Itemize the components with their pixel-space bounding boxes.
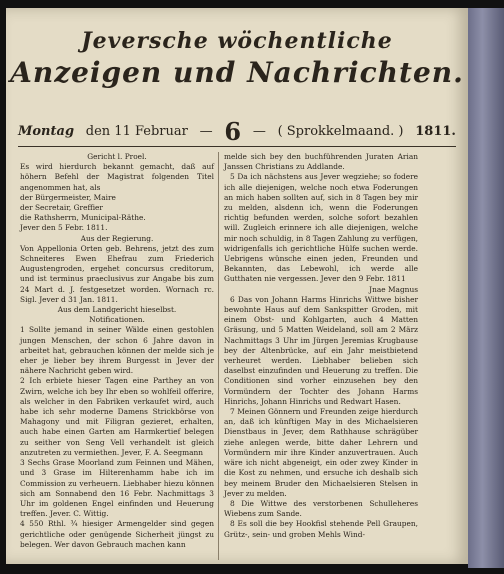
- dateline: [18, 118, 456, 144]
- paragraph: melde sich bey den buchführenden Juraten Arian Janssen Christians zu Addlande.: [224, 152, 418, 172]
- left-column: [20, 152, 214, 550]
- dateline-dash-right: —: [252, 123, 266, 139]
- paragraph: 3 Sechs Grase Moorland zum Feinnen und Mähen, und 3 Grase im Hilterenhamm habe ich im Commission zu verheuern. Liebhaber hiezu können sich am Sonnabend den 16 Febr. Nachmittags 3 Uhr im goldenen Engel einfinden und Heuerung treffen. Jever. C. Wittig.: [20, 458, 214, 519]
- paragraph: 6 Das von Johann Harms Hinrichs Wittwe bisher bewohnte Haus auf dem Sankspitter Groden, mit einem Obst- und Kohlgarten, auch 4 Matten Gräsung, und 5 Matten Weideland, soll am 2 März Nachmittags 3 Uhr im Jürgen Jeremias Krugbause bey der Altenbrücke, auf ein Jahr meistbietend verheuret werden. Liebhaber belieben sich daselbst einzufinden und Heuerung zu treffen. Die Conditionen sind vorher einzusehen bey den Vormündern der Tochter des Johann Harms Hinrichs, Johann Hinrichs und Redwart Hasen.: [224, 294, 418, 406]
- paragraph: Jnae Magnus: [369, 284, 418, 294]
- right-column: [224, 152, 418, 540]
- paragraph: Aus der Regierung.: [80, 233, 154, 243]
- dateline-day: Montag: [18, 123, 75, 139]
- paragraph: Notificationen.: [89, 315, 145, 325]
- masthead-line-2: Anzeigen und Nachrichten.: [10, 56, 464, 89]
- dateline-dash-left: —: [199, 123, 213, 139]
- paragraph: 2 Ich erbiete hieser Tagen eine Parthey an von Zwirn, welche ich bey Ihr eben so wohlfeil offerire, als welcher in den Fabriken verkaufet wird, auch habe ich sehr moderne Damens Strickbörse von Mahagony und mit Filigran gezieret, erhalten, auch habe einen Garten am Harmkertief belegen zu seither von Seng Vell verhandelt ist gleich anzutreten zu vermiethen. Jever, F. A. Seegmann: [20, 376, 214, 457]
- dateline-year: 1811.: [415, 123, 456, 139]
- paragraph: Aus dem Landgericht hieselbst.: [57, 305, 177, 315]
- masthead-line-1: Jeversche wöchentliche: [81, 28, 393, 54]
- column-divider: [218, 152, 219, 560]
- book-edge: [468, 8, 504, 568]
- paragraph: 8 Es soll die bey Hookfisl stehende Pell Graupen, Grütz-, sein- und groben Mehls Wind-: [224, 519, 418, 539]
- paragraph: Es wird hierdurch bekannt gemacht, daß auf höhern Befehl der Magistrat folgenden Titel angenommen hat, als: [20, 162, 214, 192]
- issue-number: 6: [224, 116, 242, 146]
- paragraph: 4 550 Rthl. ¾ hiesiger Armengelder sind gegen gerichtliche oder genügende Sicherheit jüngst zu belegen. Wer davon Gebrauch machen kann: [20, 519, 214, 549]
- paragraph: die Rathsherrn, Municipal-Räthe.: [20, 213, 146, 223]
- dateline-sunday: ( Sprokkelmaand. ): [277, 123, 404, 139]
- header-rule: [18, 146, 456, 147]
- newspaper-page: [6, 8, 468, 564]
- masthead: [6, 28, 468, 89]
- paragraph: 8 Die Wittwe des verstorbenen Schulleheres Wiebens zum Sande.: [224, 498, 418, 519]
- paragraph: der Secretair, Greffier: [20, 203, 103, 213]
- dateline-date: den 11 Februar: [85, 123, 188, 139]
- paragraph: Jever den 5 Febr. 1811.: [20, 223, 108, 233]
- paragraph: Von Appellonia Orten geb. Behrens, jetzt des zum Schneiteres Ewen Ehefrau zum Friederich Augustengroden, ergehet concursus creditorum, und ist terminus praeclusivus zur Angabe bis zum 24 Mart d. J. festgesetzet worden. Wornach rc. Sigl. Jever d 31 Jan. 1811.: [20, 243, 214, 304]
- paragraph: Gericht l. Proel.: [87, 152, 147, 161]
- paragraph: 5 Da ich nächstens aus Jever wegziehe; so fodere ich alle diejenigen, welche noch etwa Foderungen an mich haben sollten auf, sich in 8 Tagen bey mir zu melden, alsdenn ich, wenn die Foderungen richtig befunden werden, solche sofort bezahlen will. Zugleich erinnere ich alle diejenigen, welche mir noch schuldig, in 8 Tagen Zahlung zu verfügen, widrigenfalls ich gerichtliche Hülfe suchen werde. Uebrigens wünsche einen jeden, Freunden und Bekannten, das Lebewohl, ich werde alle Gutthaten nie vergessen. Jever den 9 Febr. 1811: [224, 172, 418, 284]
- paragraph: 7 Meinen Gönnern und Freunden zeige hierdurch an, daß ich künftigen May in des Michaelsieren Dienstbaus in Jever, dem Rathhause schrägüber ziehe anlegen werde, bitte daher Lehrern und Vormündern mir ihre Kinder anzuvertrauen. Auch wäre ich nicht abgeneigt, ein oder zwey Kinder in die Kost zu nehmen, und ersuche ich deshalb sich bey meinem Bruder den Michaelsieren Stelsen in Jever zu melden.: [224, 407, 418, 498]
- paragraph: 1 Sollte jemand in seiner Wälde einen gestohlen jungen Menschen, der schon 6 Jahre davon in arbeitet hat, gebrauchen können der melde sich je eher je lieber bey ihrem Burgesst in Jever der nähere Nachricht geben wird.: [20, 325, 214, 376]
- paragraph: der Bürgermeister, Maire: [20, 192, 116, 202]
